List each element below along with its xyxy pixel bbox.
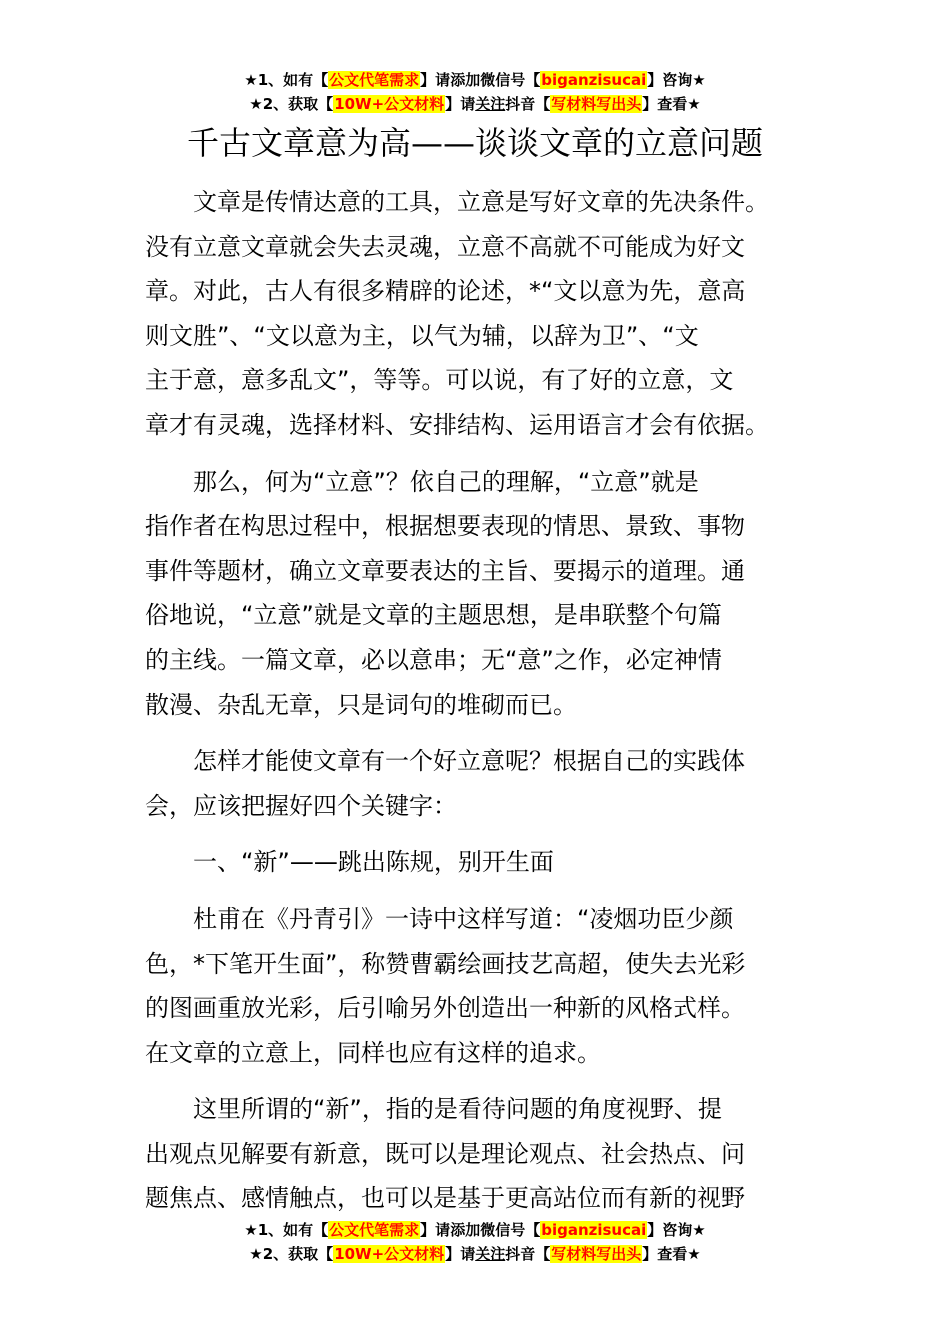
highlight-wechat-id: biganzisucai: [541, 71, 647, 89]
document-body: [145, 180, 813, 1233]
highlight-service: 公文代笔需求: [329, 71, 420, 89]
banner-line-1: ★1、如有【公文代笔需求】请添加微信号【biganzisucai】咨询★: [244, 1221, 706, 1239]
document-title: 千古文章意为高——谈谈文章的立意问题: [186, 124, 763, 162]
banner-line-2: ★2、获取【10W+公文材料】请关注抖音【写材料写出头】查看★: [249, 95, 701, 113]
highlight-materials: 10W+公文材料: [334, 95, 445, 113]
section-heading: 一、“新”——跳出陈规，别开生面: [193, 848, 554, 877]
paragraph: 这里所谓的“新”，指的是看待问题的角度视野、提 出观点见解要有新意，既可以是理论观点、社会热点、问 题焦点、感情触点，也可以是基于更高站位而有新的视野: [145, 1095, 745, 1213]
highlight-wechat-id: biganzisucai: [541, 1221, 647, 1239]
highlight-materials: 10W+公文材料: [334, 1245, 445, 1263]
highlight-douyin: 写材料写出头: [551, 95, 642, 113]
paragraph: 那么，何为“立意”？依自己的理解，“立意”就是 指作者在构思过程中，根据想要表现的情思、景致、事物 事件等题材，确立文章要表达的主旨、要揭示的道理。通 俗地说，“立意”就是文章的主题思想，是串联整个句篇 的主线。一篇文章，必以意串；无“意”之作，必定神情 散漫、杂乱无章，只是词句的堆砌而已。: [145, 467, 745, 719]
header-banner: [0, 68, 950, 116]
paragraph: 怎样才能使文章有一个好立意呢？根据自己的实践体 会，应该把握好四个关键字：: [145, 747, 745, 820]
footer-banner: [0, 1218, 950, 1266]
highlight-douyin: 写材料写出头: [551, 1245, 642, 1263]
paragraph: 文章是传情达意的工具，立意是写好文章的先决条件。 没有立意文章就会失去灵魂，立意不高就不可能成为好文 章。对此，古人有很多精辟的论述，*“文以意为先，意高 则文胜”、“文以意为主，以气为辅，以辞为卫”、“文 主于意，意多乱文”，等等。可以说，有了好的立意，文 章才有灵魂，选择材料、安排结构、运用语言才会有依据。: [145, 188, 769, 439]
banner-line-2: ★2、获取【10W+公文材料】请关注抖音【写材料写出头】查看★: [249, 1245, 701, 1263]
paragraph: 杜甫在《丹青引》一诗中这样写道：“凌烟功臣少颜 色，*下笔开生面”，称赞曹霸绘画技艺高超，使失去光彩 的图画重放光彩，后引喻另外创造出一种新的风格式样。 在文章的立意上，同样也应有这样的追求。: [145, 904, 746, 1067]
banner-line-1: ★1、如有【公文代笔需求】请添加微信号【biganzisucai】咨询★: [244, 71, 706, 89]
highlight-service: 公文代笔需求: [329, 1221, 420, 1239]
